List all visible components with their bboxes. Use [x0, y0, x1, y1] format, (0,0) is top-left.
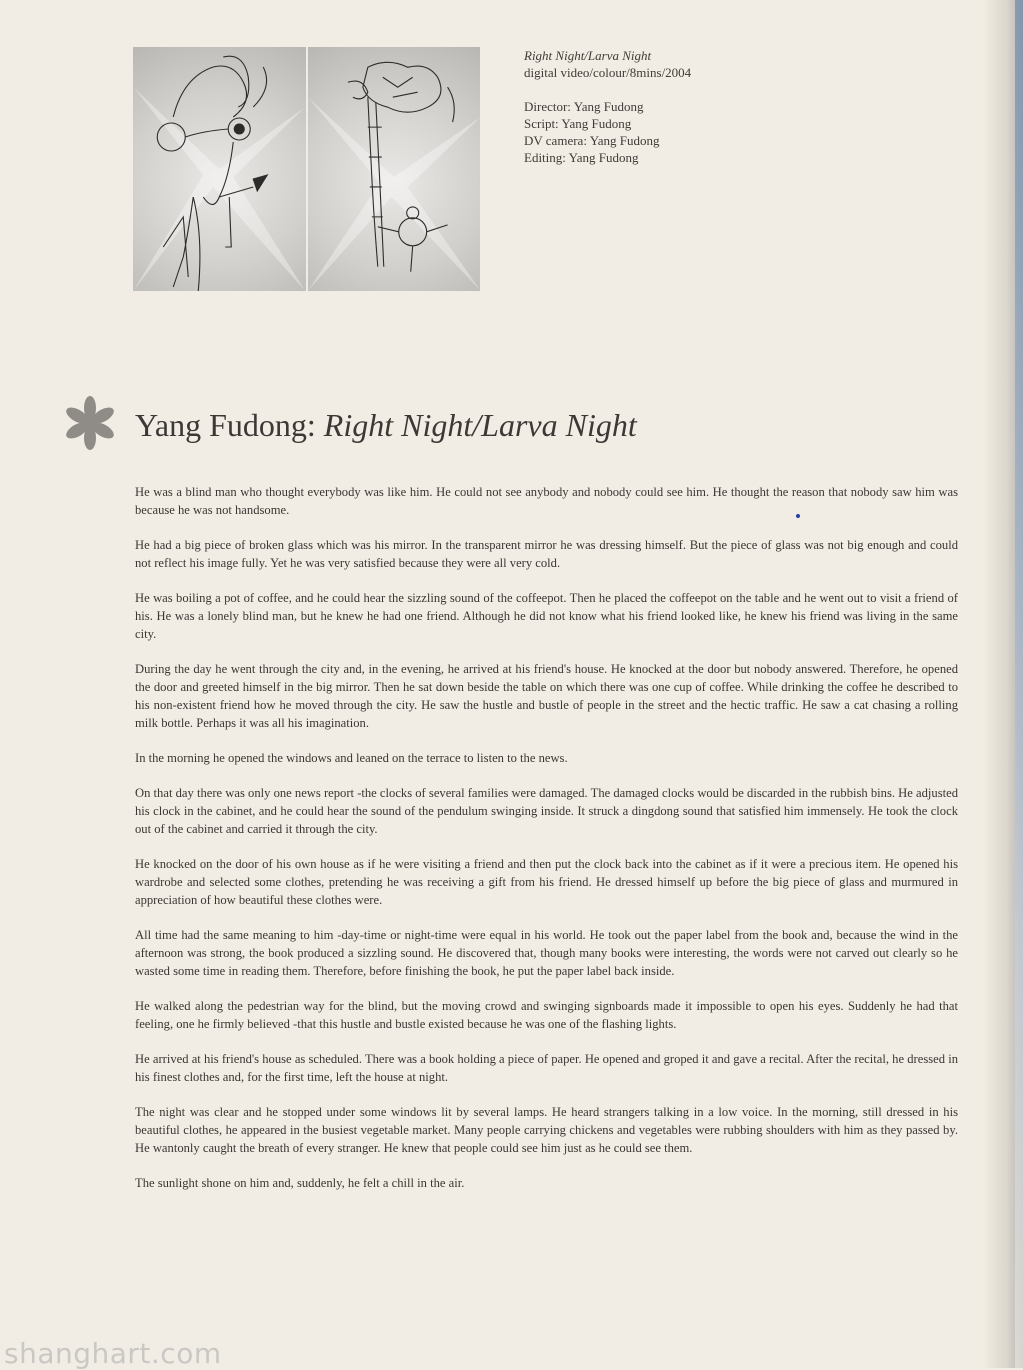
paragraph: The night was clear and he stopped under some windows lit by several lamps. He heard strangers talking in a low voice. In the morning, still dressed in his beautiful clothes, he appeared in the busiest vegetable market. Many people carrying chickens and vegetables were rubbing shoulders with him as they passed by. He wantonly caught the breath of every stranger. He knew that people could see him just as he could see them.: [135, 1105, 958, 1155]
sketch-panel-right: [308, 47, 481, 291]
essay-body: [135, 483, 958, 1209]
paragraph: He knocked on the door of his own house as if he were visiting a friend and then put the clock back into the cabinet as if it were a precious item. He opened his wardrobe and selected some clothes, pretending he was receiving a gift from his friend. He dressed himself up before the big piece of glass and murmured in appreciation of how beautiful these clothes were.: [135, 857, 958, 907]
paragraph: He had a big piece of broken glass which was his mirror. In the transparent mirror he was dressing himself. But the piece of glass was not big enough and could not reflect his image fully. Yet he was very satisfied because they were all very cold.: [135, 538, 958, 570]
paragraph: He was boiling a pot of coffee, and he could hear the sizzling sound of the coffeepot. Then he placed the coffeepot on the table and he went out to visit a friend of his. He was a lonely blind man, but he knew he had one friend. Although he did not know what his friend looked like, he knew his friend was living in the same city.: [135, 591, 958, 641]
credit-director: Director: Yang Fudong: [524, 99, 644, 114]
credit-dv-camera: DV camera: Yang Fudong: [524, 133, 660, 148]
asterisk-icon: [62, 395, 118, 451]
work-medium: digital video/colour/8mins/2004: [524, 65, 692, 80]
paragraph: He arrived at his friend's house as scheduled. There was a book holding a piece of paper. He opened and groped it and gave a recital. After the recital, he dressed in his finest clothes and, for the first time, left the house at night.: [135, 1052, 958, 1084]
paragraph: During the day he went through the city and, in the evening, he arrived at his friend's house. He knocked at the door but nobody answered. Therefore, he opened the door and greeted himself in the big mirror. Then he sat down beside the table on which there was one cup of coffee. While drinking the coffee he described to his non-existent friend how he moved through the city. He saw the hustle and bustle of people in the street and the hectic traffic. He saw a cat chasing a rolling milk bottle. Perhaps it was all his imagination.: [135, 662, 958, 730]
paragraph: He was a blind man who thought everybody was like him. He could not see anybody and nobody could see him. He thought the reason that nobody saw him was because he was not handsome.: [135, 485, 958, 517]
film-still-illustration: [133, 47, 480, 291]
credit-script: Script: Yang Fudong: [524, 116, 632, 131]
page-title-work: Right Night/Larva Night: [323, 407, 637, 443]
page-edge: [1015, 0, 1023, 1368]
paragraph: He walked along the pedestrian way for the blind, but the moving crowd and swinging signboards made it impossible to open his eyes. Suddenly he had that feeling, one he firmly believed -that this hustle and bustle existed because he was one of the flashing lights.: [135, 999, 958, 1031]
sketch-drawing-right: [308, 47, 481, 291]
paragraph: In the morning he opened the windows and leaned on the terrace to listen to the news.: [135, 751, 568, 765]
sketch-drawing-left: [133, 47, 306, 291]
paragraph: On that day there was only one news report -the clocks of several families were damaged. The damaged clocks would be discarded in the rubbish bins. He adjusted his clock in the cabinet, and he could hear the sound of the pendulum swinging inside. It struck a dingdong sound that satisfied him immensely. He took the clock out of the cabinet and carried it through the city.: [135, 786, 958, 836]
credits-spacer: [524, 81, 824, 98]
sketch-panel-left: [133, 47, 306, 291]
film-credits: [524, 47, 824, 166]
page-title-artist: Yang Fudong:: [135, 407, 316, 443]
credit-editing: Editing: Yang Fudong: [524, 150, 639, 165]
paragraph: All time had the same meaning to him -day-time or night-time were equal in his world. He took out the paper label from the book and, because the wind in the afternoon was strong, the book produced a sizzling sound. He discovered that, though many books were interesting, the words were not carved out clearly so he wasted some time in reading them. Therefore, before finishing the book, he put the paper label back inside.: [135, 928, 958, 978]
paragraph: The sunlight shone on him and, suddenly, he felt a chill in the air.: [135, 1176, 465, 1190]
page-title: [135, 403, 835, 447]
watermark: shanghart.com: [4, 1337, 222, 1370]
work-title: Right Night/Larva Night: [524, 48, 652, 63]
